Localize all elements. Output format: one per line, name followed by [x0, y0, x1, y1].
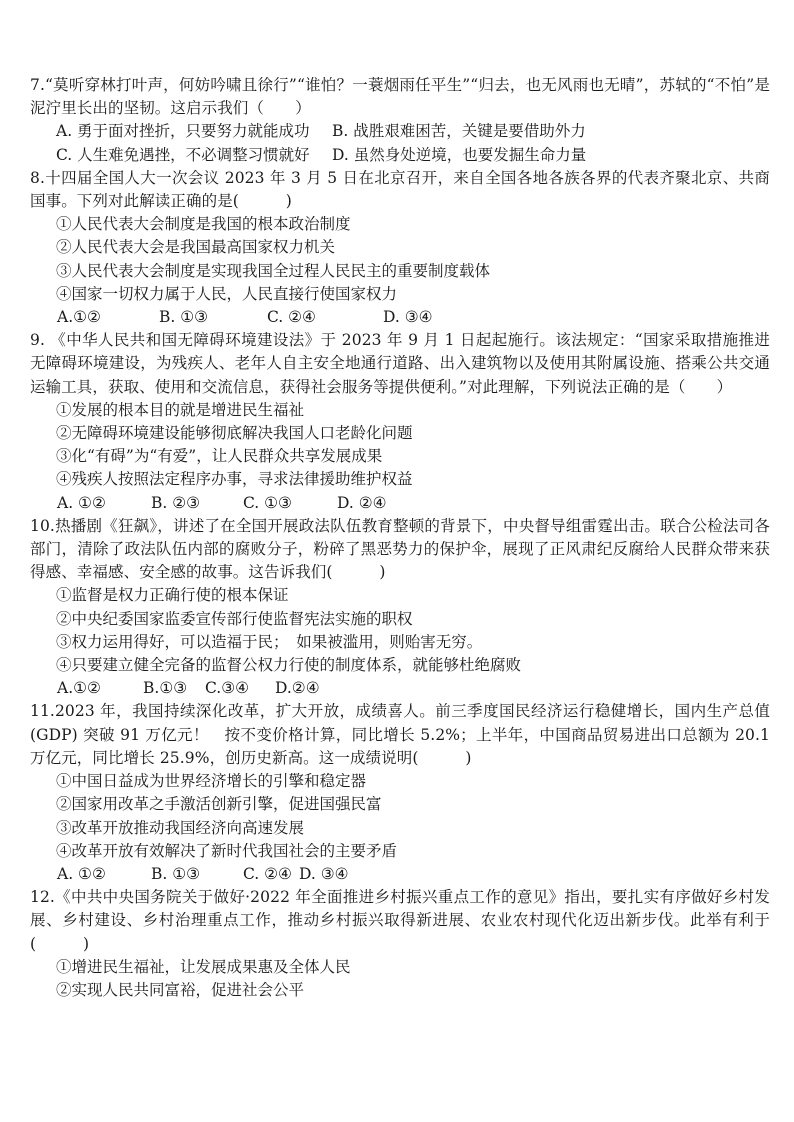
choice-row	[30, 863, 770, 886]
statement-1: ①增进民生福祉，让发展成果惠及全体人民	[56, 957, 351, 976]
question-stem: 10.热播剧《狂飙》，讲述了在全国开展政法队伍教育整顿的背景下，中央督导组雷霆出击。联合公检法司各部门，清除了政法队伍内部的腐败分子，粉碎了黑恶势力的保护伞，展现了正风肃纪反腐给人民群众带来获得感、幸福感、安全感的故事。这告诉我们( )	[30, 516, 770, 582]
question-stem: 8.十四届全国人大一次会议 2023 年 3 月 5 日在北京召开，来自全国各地各族各界的代表齐聚北京、共商国事。下列对此解读正确的是( )	[30, 168, 770, 211]
choice-a: A.①②	[57, 308, 101, 327]
choice-a: A. ①②	[57, 493, 106, 512]
statement-4: ④改革开放有效解决了新时代我国社会的主要矛盾	[56, 841, 398, 860]
statement-3: ③人民代表大会制度是实现我国全过程人民民主的重要制度载体	[56, 261, 491, 280]
choice-c: C. ②④	[243, 864, 292, 883]
question-7	[30, 74, 770, 167]
option-row	[30, 144, 770, 167]
choice-d: D. ②④	[337, 493, 387, 512]
option-d: D. 虽然身处逆境，也要发掘生命力量	[332, 145, 587, 164]
choice-c: C. ①③	[243, 493, 292, 512]
statement-1: ①人民代表大会制度是我国的根本政治制度	[56, 215, 351, 234]
option-row	[30, 120, 770, 143]
statement-1: ①监督是权力正确行使的根本保证	[56, 586, 289, 605]
exam-page	[30, 74, 770, 1002]
choice-b: B. ①③	[159, 308, 209, 327]
question-stem: 7.“莫听穿林打叶声，何妨吟啸且徐行”“谁怕？一蓑烟雨任平生”“归去，也无风雨也无晴”，苏轼的“不怕”是泥泞里长出的坚韧。这启示我们（ ）	[30, 76, 770, 118]
option-a: A. 勇于面对挫折，只要努力就能成功	[56, 122, 310, 141]
choice-b: B. ②③	[151, 493, 201, 512]
choice-row	[30, 677, 770, 700]
statement-3: ③权力运用得好，可以造福于民； 如果被滥用，则贻害无穷。	[56, 632, 483, 651]
question-stem: 12.《中共中央国务院关于做好·2022 年全面推进乡村振兴重点工作的意见》指出，要扎实有序做好乡村发展、乡村建设、乡村治理重点工作，推动乡村振兴取得新进展、农业农村现代化迈出新步伐。此举有利于( )	[30, 888, 770, 953]
statement-3: ③改革开放推动我国经济向高速发展	[56, 818, 305, 837]
choice-a: A. ①②	[57, 864, 106, 883]
question-10	[30, 515, 770, 701]
option-c: C. 人生难免遇挫，不必调整习惯就好	[56, 145, 310, 164]
statement-3: ③化“有碍”为“有爱”，让人民群众共享发展成果	[56, 447, 383, 466]
statement-4: ④只要建立健全完备的监督公权力行使的制度体系，就能够杜绝腐败	[56, 656, 522, 675]
question-8	[30, 167, 770, 329]
choice-d: D. ③④	[299, 864, 349, 883]
choice-c: C.③④	[205, 679, 250, 698]
statement-4: ④国家一切权力属于人民，人民直接行使国家权力	[56, 284, 398, 303]
statement-2: ②实现人民共同富裕，促进社会公平	[56, 980, 305, 999]
question-12	[30, 886, 770, 1002]
choice-b: B. ①③	[151, 864, 201, 883]
statement-1: ①中国日益成为世界经济增长的引擎和稳定器	[56, 772, 367, 791]
statement-2: ②人民代表大会是我国最高国家权力机关	[56, 238, 336, 257]
statement-2: ②中央纪委国家监委宣传部行使监督宪法实施的职权	[56, 609, 413, 628]
statement-1: ①发展的根本目的就是增进民生福祉	[56, 400, 305, 419]
question-9	[30, 329, 770, 515]
choice-a: A.①②	[57, 679, 101, 698]
statement-2: ②无障碍环境建设能够彻底解决我国人口老龄化问题	[56, 424, 413, 443]
statement-4: ④残疾人按照法定程序办事，寻求法律援助维护权益	[56, 470, 413, 489]
question-stem: 11.2023 年，我国持续深化改革，扩大开放，成绩喜人。前三季度国民经济运行稳健增长，国内生产总值(GDP) 突破 91 万亿元！ 按不变价格计算，同比增长 5.2%；上半年，中国商品贸易进出口总额为 20.1 万亿元，同比增长 25.9%，创历史新高。这一成绩说明( )	[30, 702, 770, 767]
choice-row	[30, 492, 770, 515]
option-b: B. 战胜艰难困苦，关键是要借助外力	[332, 122, 586, 141]
choice-d: D. ③④	[383, 308, 433, 327]
choice-c: C. ②④	[267, 308, 316, 327]
choice-d: D.②④	[275, 679, 320, 698]
question-stem: 9. 《中华人民共和国无障碍环境建设法》于 2023 年 9 月 1 日起起施行。该法规定：“国家采取措施推进无障碍环境建设，为残疾人、老年人自主安全地通行道路、出入建筑物以及使用其附属设施、搭乘公共交通运输工具，获取、使用和交流信息，获得社会服务等提供便利。”对此理解，下列说法正确的是（ ）	[30, 331, 770, 396]
statement-2: ②国家用改革之手激活创新引擎，促进国强民富	[56, 795, 382, 814]
choice-row	[30, 306, 770, 329]
choice-b: B.①③	[143, 679, 188, 698]
question-11	[30, 700, 770, 886]
